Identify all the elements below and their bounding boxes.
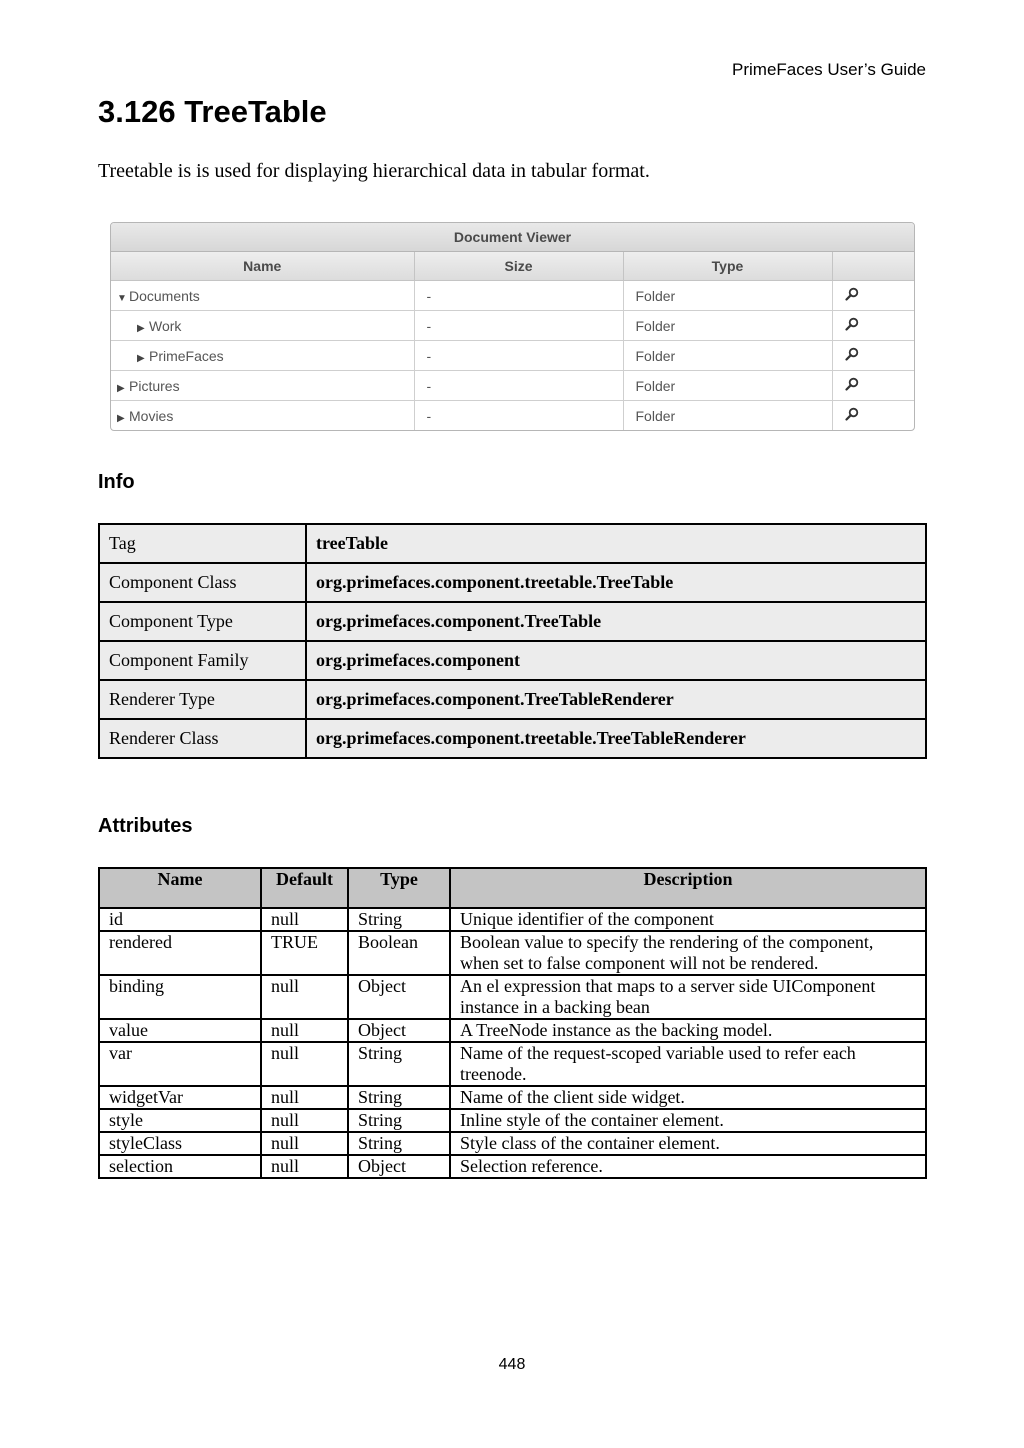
attribute-row [99, 931, 926, 975]
info-value: org.primefaces.component.treetable.TreeTableRenderer [306, 719, 926, 758]
attribute-type: Object [348, 1019, 450, 1042]
info-label: Component Family [99, 641, 306, 680]
attribute-row [99, 1155, 926, 1178]
attribute-type: Boolean [348, 931, 450, 975]
treetable-row[interactable] [111, 281, 914, 311]
info-label: Component Class [99, 563, 306, 602]
attributes-col-default: Default [261, 868, 348, 908]
attribute-name: var [99, 1042, 261, 1086]
info-value: org.primefaces.component.TreeTable [306, 602, 926, 641]
treetable-cell-size: - [414, 341, 623, 371]
treetable-cell-type: Folder [623, 371, 832, 401]
info-label: Tag [99, 524, 306, 563]
treetable-header-row [111, 252, 914, 281]
info-label: Renderer Type [99, 680, 306, 719]
treetable-cell-actions [832, 401, 914, 431]
info-row [99, 680, 926, 719]
attribute-default: null [261, 1155, 348, 1178]
attribute-row [99, 1086, 926, 1109]
info-label: Component Type [99, 602, 306, 641]
attributes-table [98, 867, 927, 1179]
treetable-node-label: Movies [129, 407, 174, 424]
caret-down-icon[interactable]: ▼ [117, 292, 127, 304]
attribute-description: An el expression that maps to a server side UIComponent instance in a backing bean [450, 975, 926, 1019]
attribute-description: Name of the client side widget. [450, 1086, 926, 1109]
attribute-description: Boolean value to specify the rendering of the component, when set to false component will not be rendered. [450, 931, 926, 975]
treetable-cell-type: Folder [623, 311, 832, 341]
attribute-default: null [261, 908, 348, 931]
caret-right-icon[interactable]: ▶ [117, 382, 125, 394]
attribute-type: String [348, 1109, 450, 1132]
treetable-cell-name [111, 341, 414, 371]
search-icon[interactable] [845, 407, 859, 424]
treetable-col-name[interactable]: Name [111, 252, 414, 281]
attribute-name: styleClass [99, 1132, 261, 1155]
search-icon[interactable] [845, 347, 859, 364]
treetable-cell-actions [832, 341, 914, 371]
attribute-default: TRUE [261, 931, 348, 975]
treetable-cell-actions [832, 371, 914, 401]
attribute-row [99, 1132, 926, 1155]
attribute-default: null [261, 1019, 348, 1042]
treetable-node-label: Pictures [129, 377, 180, 394]
guide-title: PrimeFaces User’s Guide [732, 60, 926, 79]
info-row [99, 641, 926, 680]
search-icon[interactable] [845, 377, 859, 394]
treetable-cell-name [111, 281, 414, 311]
attribute-description: Inline style of the container element. [450, 1109, 926, 1132]
treetable-node-label: Documents [129, 287, 200, 304]
treetable-cell-type: Folder [623, 281, 832, 311]
info-value: org.primefaces.component.treetable.TreeTable [306, 563, 926, 602]
attribute-type: String [348, 1086, 450, 1109]
caret-right-icon[interactable]: ▶ [137, 322, 145, 334]
attributes-header-row [99, 868, 926, 908]
attribute-description: Name of the request-scoped variable used to refer each treenode. [450, 1042, 926, 1086]
attributes-col-name: Name [99, 868, 261, 908]
page-number: 448 [498, 1356, 526, 1373]
attribute-type: Object [348, 1155, 450, 1178]
attribute-name: rendered [99, 931, 261, 975]
treetable-col-actions [832, 252, 914, 281]
info-row [99, 602, 926, 641]
attribute-name: value [99, 1019, 261, 1042]
treetable-node-label: PrimeFaces [149, 347, 224, 364]
treetable-cell-size: - [414, 311, 623, 341]
caret-right-icon[interactable]: ▶ [137, 352, 145, 364]
treetable-cell-size: - [414, 371, 623, 401]
attribute-default: null [261, 1086, 348, 1109]
treetable-cell-name [111, 311, 414, 341]
attribute-type: Object [348, 975, 450, 1019]
treetable-cell-type: Folder [623, 341, 832, 371]
treetable-cell-type: Folder [623, 401, 832, 431]
treetable-caption: Document Viewer [111, 223, 914, 252]
info-value: treeTable [306, 524, 926, 563]
treetable-node-label: Work [149, 317, 182, 334]
treetable-row[interactable] [111, 371, 914, 401]
treetable-cell-name [111, 371, 414, 401]
info-label: Renderer Class [99, 719, 306, 758]
info-row [99, 524, 926, 563]
attribute-name: style [99, 1109, 261, 1132]
treetable-cell-size: - [414, 281, 623, 311]
attribute-type: String [348, 908, 450, 931]
search-icon[interactable] [845, 317, 859, 334]
treetable-row[interactable] [111, 401, 914, 431]
attributes-col-type: Type [348, 868, 450, 908]
section-title: 3.126 TreeTable [98, 94, 327, 129]
attribute-row [99, 975, 926, 1019]
treetable-row[interactable] [111, 311, 914, 341]
info-table [98, 523, 927, 759]
treetable-cell-size: - [414, 401, 623, 431]
attribute-description: A TreeNode instance as the backing model. [450, 1019, 926, 1042]
attribute-default: null [261, 975, 348, 1019]
attribute-name: selection [99, 1155, 261, 1178]
attribute-description: Selection reference. [450, 1155, 926, 1178]
treetable-col-type[interactable]: Type [623, 252, 832, 281]
info-row [99, 719, 926, 758]
attribute-default: null [261, 1042, 348, 1086]
attribute-name: binding [99, 975, 261, 1019]
treetable-row[interactable] [111, 341, 914, 371]
info-heading: Info [98, 471, 135, 493]
section-intro: Treetable is is used for displaying hierarchical data in tabular format. [98, 160, 650, 182]
attribute-type: String [348, 1042, 450, 1086]
treetable-screenshot [110, 222, 915, 431]
attribute-name: widgetVar [99, 1086, 261, 1109]
attribute-row [99, 1019, 926, 1042]
search-icon[interactable] [845, 287, 859, 304]
treetable-cell-actions [832, 311, 914, 341]
treetable-cell-actions [832, 281, 914, 311]
caret-right-icon[interactable]: ▶ [117, 412, 125, 424]
info-value: org.primefaces.component [306, 641, 926, 680]
attribute-description: Style class of the container element. [450, 1132, 926, 1155]
attributes-col-description: Description [450, 868, 926, 908]
attribute-name: id [99, 908, 261, 931]
attribute-type: String [348, 1132, 450, 1155]
attribute-row [99, 908, 926, 931]
attribute-default: null [261, 1109, 348, 1132]
attribute-row [99, 1042, 926, 1086]
attribute-default: null [261, 1132, 348, 1155]
treetable-cell-name [111, 401, 414, 431]
treetable-col-size[interactable]: Size [414, 252, 623, 281]
info-row [99, 563, 926, 602]
attribute-description: Unique identifier of the component [450, 908, 926, 931]
info-value: org.primefaces.component.TreeTableRenderer [306, 680, 926, 719]
attribute-row [99, 1109, 926, 1132]
attributes-heading: Attributes [98, 815, 193, 837]
